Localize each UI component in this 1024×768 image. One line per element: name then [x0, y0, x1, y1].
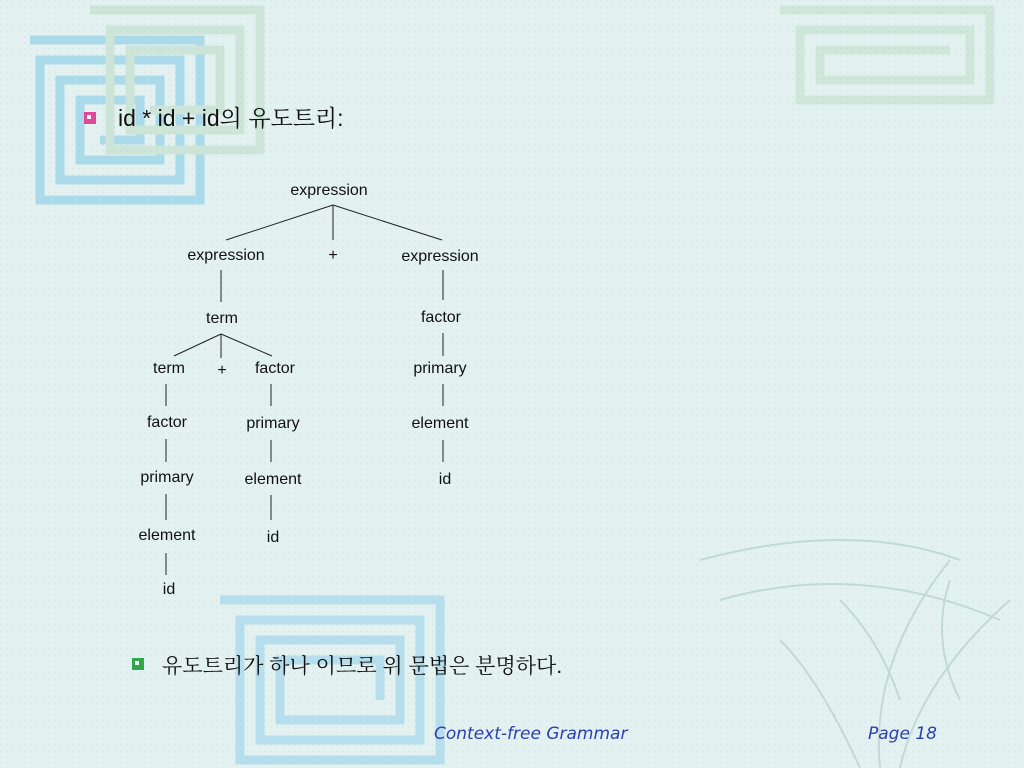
edge-root-left: [226, 205, 333, 240]
node-id-right: id: [438, 471, 452, 488]
node-term-top: term: [206, 310, 238, 327]
node-term-left: term: [153, 360, 185, 377]
node-plus-top: +: [328, 247, 338, 264]
node-left-expression: expression: [187, 247, 265, 264]
edge-root-right: [333, 205, 442, 240]
node-id-mid: id: [266, 529, 280, 546]
conclusion-text: 유도트리가 하나 이므로 위 문법은 분명하다.: [162, 655, 563, 678]
footer-page-number: Page 18: [868, 724, 937, 744]
node-right-expression: expression: [401, 248, 479, 265]
conclusion-bullet-icon: [132, 658, 144, 670]
node-plus-mid: +: [217, 362, 227, 379]
node-element-left: element: [138, 527, 196, 544]
node-factor-right: factor: [420, 309, 462, 326]
node-element-right: element: [411, 415, 469, 432]
node-factor-left: factor: [146, 414, 188, 431]
edge-term-factor: [221, 334, 272, 356]
footer-title: Context-free Grammar: [434, 724, 628, 744]
node-primary-left: primary: [140, 469, 194, 486]
node-primary-right: primary: [413, 360, 467, 377]
slide-heading: id * id + id의 유도트리:: [118, 105, 344, 131]
node-id-left: id: [162, 581, 176, 598]
node-element-mid: element: [244, 471, 302, 488]
node-root: expression: [290, 182, 368, 199]
node-primary-mid: primary: [246, 415, 300, 432]
edge-term-termleft: [174, 334, 221, 356]
node-factor-mid: factor: [254, 360, 296, 377]
